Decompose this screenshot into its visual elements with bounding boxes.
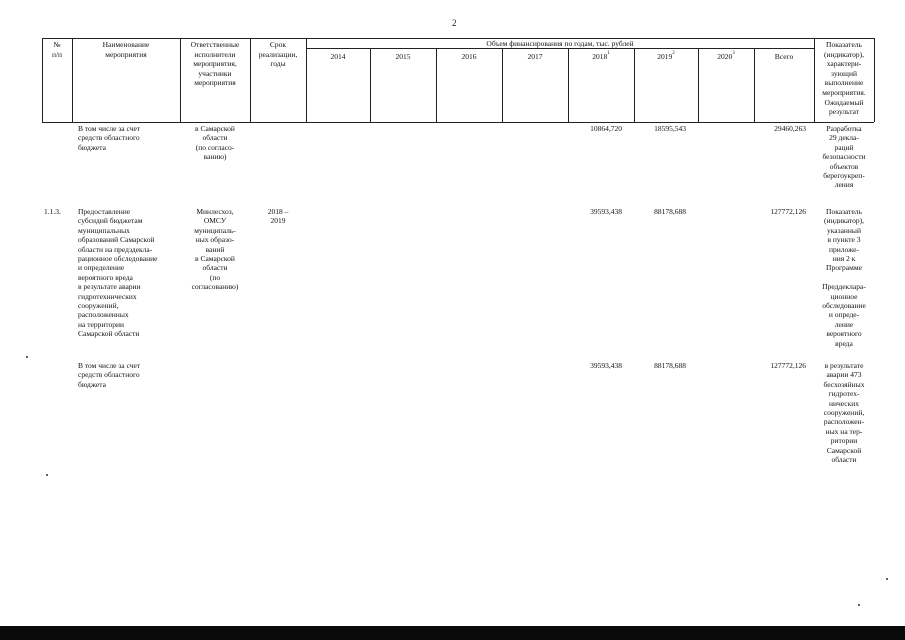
header-responsible: Ответственные исполнители мероприятия, участники мероприятия bbox=[190, 40, 240, 88]
row-value-2018: 39593,438 bbox=[590, 361, 622, 370]
row-indicator: Показатель (индикатор), указанный в пункте 3 приложе- ния 2 к Программе Преддеклара- ционное обследование и опреде- ление вероятного вреда bbox=[822, 207, 866, 348]
year-2018: 2018$^1$ bbox=[592, 51, 610, 61]
year-2014: 2014 bbox=[330, 52, 346, 61]
row-name: В том числе за счет средств областного бюджета bbox=[78, 361, 141, 389]
year-2017: 2017 bbox=[527, 52, 543, 61]
scan-bottom-border bbox=[0, 626, 905, 640]
row-value-total: 29460,263 bbox=[774, 124, 806, 133]
row-number: 1.1.3. bbox=[44, 207, 61, 216]
row-name: Предоставление субсидий бюджетам муниципальных образований Самарской области на предздекла- рационное обследование и определение вероятного вреда в результате аварии гидротехнических сооружений, расположенных на территории Самарской области bbox=[78, 207, 158, 339]
scan-speck bbox=[26, 356, 28, 358]
footnote-mark: 2 bbox=[672, 51, 675, 56]
scan-speck bbox=[858, 604, 860, 606]
row-value-2019: 18595,543 bbox=[654, 124, 686, 133]
row-value-total: 127772,126 bbox=[770, 207, 806, 216]
row-indicator: в результате аварии 473 бесхозяйных гидротех- нических сооружений, расположен- ных на тер- ритории Самарской области bbox=[823, 361, 865, 465]
row-name: В том числе за счет средств областного бюджета bbox=[78, 124, 141, 152]
header-indicator: Показатель (индикатор), характери- зующий выполнение мероприятия. Ожидаемый результат bbox=[822, 40, 866, 117]
footnote-mark: 3 bbox=[732, 51, 735, 56]
footnote-mark: 1 bbox=[607, 51, 610, 56]
row-value-2018: 10864,720 bbox=[590, 124, 622, 133]
page-number: 2 bbox=[452, 18, 457, 28]
row-term: 2018 – 2019 bbox=[267, 207, 289, 226]
header-funding: Объем финансирования по годам, тыс. рублей bbox=[486, 39, 634, 48]
row-value-total: 127772,126 bbox=[770, 361, 806, 370]
year-2020: 2020$^3$ bbox=[717, 51, 735, 61]
header-term: Срок реализации, годы bbox=[258, 40, 298, 69]
year-2015: 2015 bbox=[395, 52, 411, 61]
row-responsible: в Самарской области (по согласо- ванию) bbox=[195, 124, 235, 162]
row-value-2019: 88178,688 bbox=[654, 207, 686, 216]
year-2016: 2016 bbox=[461, 52, 477, 61]
row-responsible: Минлесхоз, ОМСУ муниципаль- ных образо- ваний в Самарской области (по согласованию) bbox=[191, 207, 239, 292]
row-indicator: Разработка 29 декла- раций безопасности объектов берегоукреп- ления bbox=[822, 124, 866, 190]
scan-speck bbox=[46, 474, 48, 476]
row-value-2018: 39593,438 bbox=[590, 207, 622, 216]
year-2019: 2019$^2$ bbox=[657, 51, 675, 61]
scan-speck bbox=[886, 578, 888, 580]
header-name: Наименование мероприятия bbox=[102, 40, 150, 59]
year-total: Всего bbox=[774, 52, 794, 61]
header-num: № п/п bbox=[51, 40, 63, 59]
row-value-2019: 88178,688 bbox=[654, 361, 686, 370]
